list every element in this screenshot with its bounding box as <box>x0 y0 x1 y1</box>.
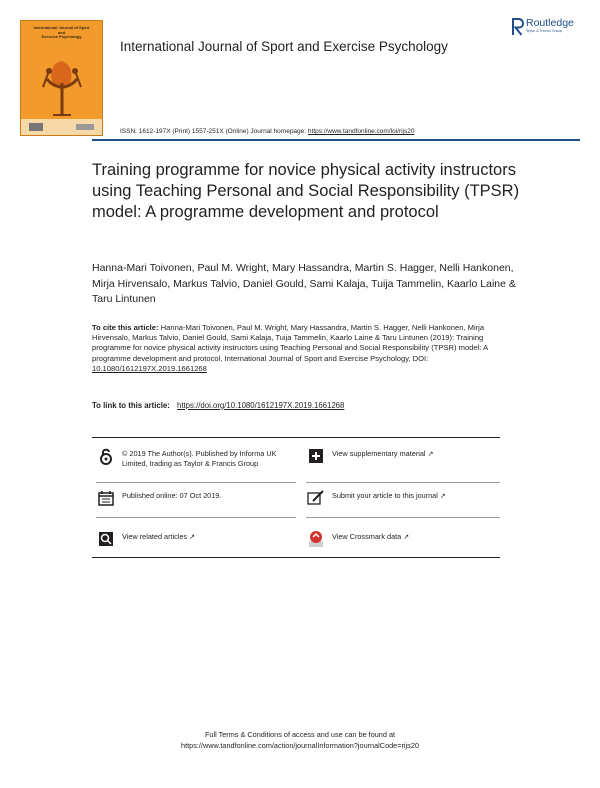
submit-label: Submit your article to this journal ↗ <box>332 491 446 500</box>
row-divider <box>96 482 296 483</box>
article-link-line <box>92 401 344 410</box>
citation-label: To cite this article: <box>92 323 159 332</box>
terms-footer <box>0 729 600 751</box>
cover-subtitle: · · · · · · · · · <box>54 40 69 44</box>
cover-title <box>21 21 102 40</box>
related-label: View related articles ↗ <box>122 532 196 541</box>
license-text: © 2019 The Author(s). Published by Informa UK Limited, trading as Taylor & Francis Group <box>122 449 277 468</box>
citation-doi-link[interactable]: 10.1080/1612197X.2019.1661268 <box>92 363 207 373</box>
publisher-name: Routledge <box>526 17 574 29</box>
routledge-logo <box>512 18 584 40</box>
cover-title-line: Exercise Psychology <box>41 34 82 40</box>
related-articles-link[interactable] <box>96 530 195 548</box>
published-online <box>96 489 221 507</box>
row-divider <box>306 517 500 518</box>
issn-text: ISSN: 1612-197X (Print) 1557-251X (Online) Journal homepage: <box>120 128 307 135</box>
cover-footer <box>21 119 102 135</box>
links-top-rule <box>92 437 500 438</box>
external-link-icon: ↗ <box>439 493 446 500</box>
open-access-icon <box>96 447 116 465</box>
links-bottom-rule <box>92 557 500 558</box>
citation-block <box>92 323 492 374</box>
issn-line <box>120 128 414 135</box>
routledge-r-icon <box>512 18 524 36</box>
calendar-icon <box>96 489 116 507</box>
published-date: Published online: 07 Oct 2019. <box>122 491 222 500</box>
supplementary-label: View supplementary material ↗ <box>332 449 434 458</box>
journal-homepage-link[interactable]: https://www.tandfonline.com/loi/rijs20 <box>307 128 415 135</box>
society-logo-icon <box>29 123 43 131</box>
article-authors: Hanna-Mari Toivonen, Paul M. Wright, Mary Hassandra, Martin S. Hagger, Nelli Hankonen, Mirja Hirvensalo, Markus Talvio, Daniel Gould, Sami Kalaja, Tuija Tammelin, Kaarlo Laine & Taru Lintunen <box>92 262 516 305</box>
publisher-logo-icon <box>76 124 94 130</box>
cover-title-line: International Journal of Sport <box>33 25 90 30</box>
terms-url[interactable]: https://www.tandfonline.com/action/journalInformation?journalCode=rijs20 <box>181 741 419 750</box>
add-file-icon <box>306 447 326 465</box>
open-access-license <box>96 447 296 468</box>
header-divider <box>92 139 580 141</box>
external-link-icon: ↗ <box>189 534 196 541</box>
submit-article-link[interactable] <box>306 489 446 507</box>
link-label: To link to this article: <box>92 401 170 410</box>
supplementary-material-link[interactable] <box>306 447 433 465</box>
citation-text: Hanna-Mari Toivonen, Paul M. Wright, Mary Hassandra, Martin S. Hagger, Nelli Hankonen, Mirja Hirvensalo, Markus Talvio, Daniel Gould, Sami Kalaja, Tuija Tammelin, Kaarlo Laine & Taru Lintunen (2019): Training programme for novice physical activity instructors using Teaching Personal and Social Responsibility (TPSR) model: A programme development and protocol, International Journal of Sport and Exercise Psychology, DOI: <box>92 323 488 363</box>
terms-text: Full Terms & Conditions of access and use can be found at <box>204 730 396 739</box>
external-link-icon: ↗ <box>403 534 410 541</box>
row-divider <box>96 517 296 518</box>
article-title: Training programme for novice physical activity instructors using Teaching Personal and Social Responsibility (TPSR) model: A programme development and protocol <box>92 161 520 221</box>
search-document-icon <box>96 530 116 548</box>
external-link-icon: ↗ <box>427 451 434 458</box>
cover-title-line: and <box>57 29 66 35</box>
cover-figure-art <box>39 57 85 119</box>
crossmark-label: View Crossmark data ↗ <box>332 532 410 541</box>
edit-pencil-icon <box>306 489 326 507</box>
publisher-tagline: Taylor & Francis Group <box>526 29 562 33</box>
journal-title: International Journal of Sport and Exercise Psychology <box>120 39 448 54</box>
crossmark-icon <box>306 530 326 548</box>
crossmark-link[interactable] <box>306 530 409 548</box>
row-divider <box>306 482 500 483</box>
journal-cover-image <box>20 20 103 136</box>
article-doi-link[interactable]: https://doi.org/10.1080/1612197X.2019.1661268 <box>177 401 345 410</box>
